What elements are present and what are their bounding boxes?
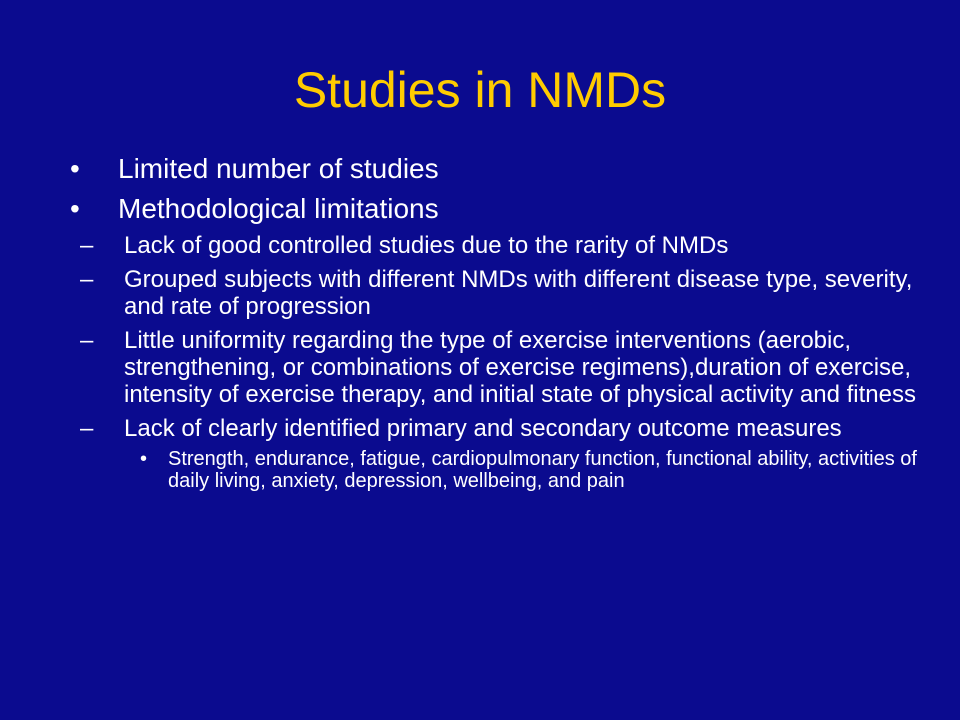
bullet-item bbox=[70, 192, 930, 225]
sub-bullet-text: Grouped subjects with different NMDs with different disease type, severity, and rate of progression bbox=[124, 266, 913, 320]
sub-sub-bullet-text: Strength, endurance, fatigue, cardiopulmonary function, functional ability, activities of daily living, anxiety, depression, wellbeing, and pain bbox=[168, 448, 917, 492]
bullet-item bbox=[70, 152, 930, 185]
slide-title: Studies in NMDs bbox=[293, 62, 667, 118]
sub-bullet-item bbox=[80, 232, 930, 259]
dash-icon: – bbox=[80, 232, 94, 259]
bullet-text: Limited number of studies bbox=[118, 153, 439, 184]
bullet-icon: • bbox=[140, 448, 148, 470]
sub-bullet-list bbox=[80, 232, 930, 492]
sub-bullet-text: Lack of good controlled studies due to the rarity of NMDs bbox=[124, 232, 729, 259]
sub-sub-bullet-item bbox=[140, 448, 930, 492]
dash-icon: – bbox=[80, 266, 94, 293]
sub-bullet-text: Little uniformity regarding the type of exercise interventions (aerobic, strengthening, or combinations of exercise regimens),duration of exercise, intensity of exercise therapy, and initial state of physical activity and fitness bbox=[124, 327, 916, 408]
dash-icon: – bbox=[80, 415, 94, 442]
sub-bullet-item bbox=[80, 415, 930, 442]
sub-bullet-item bbox=[80, 327, 930, 408]
bullet-icon: • bbox=[70, 153, 80, 184]
bullet-icon: • bbox=[70, 193, 80, 224]
bullet-text: Methodological limitations bbox=[118, 193, 439, 224]
sub-bullet-text: Lack of clearly identified primary and secondary outcome measures bbox=[124, 415, 842, 442]
dash-icon: – bbox=[80, 327, 94, 354]
sub-bullet-item bbox=[80, 266, 930, 320]
slide-body bbox=[70, 152, 930, 492]
